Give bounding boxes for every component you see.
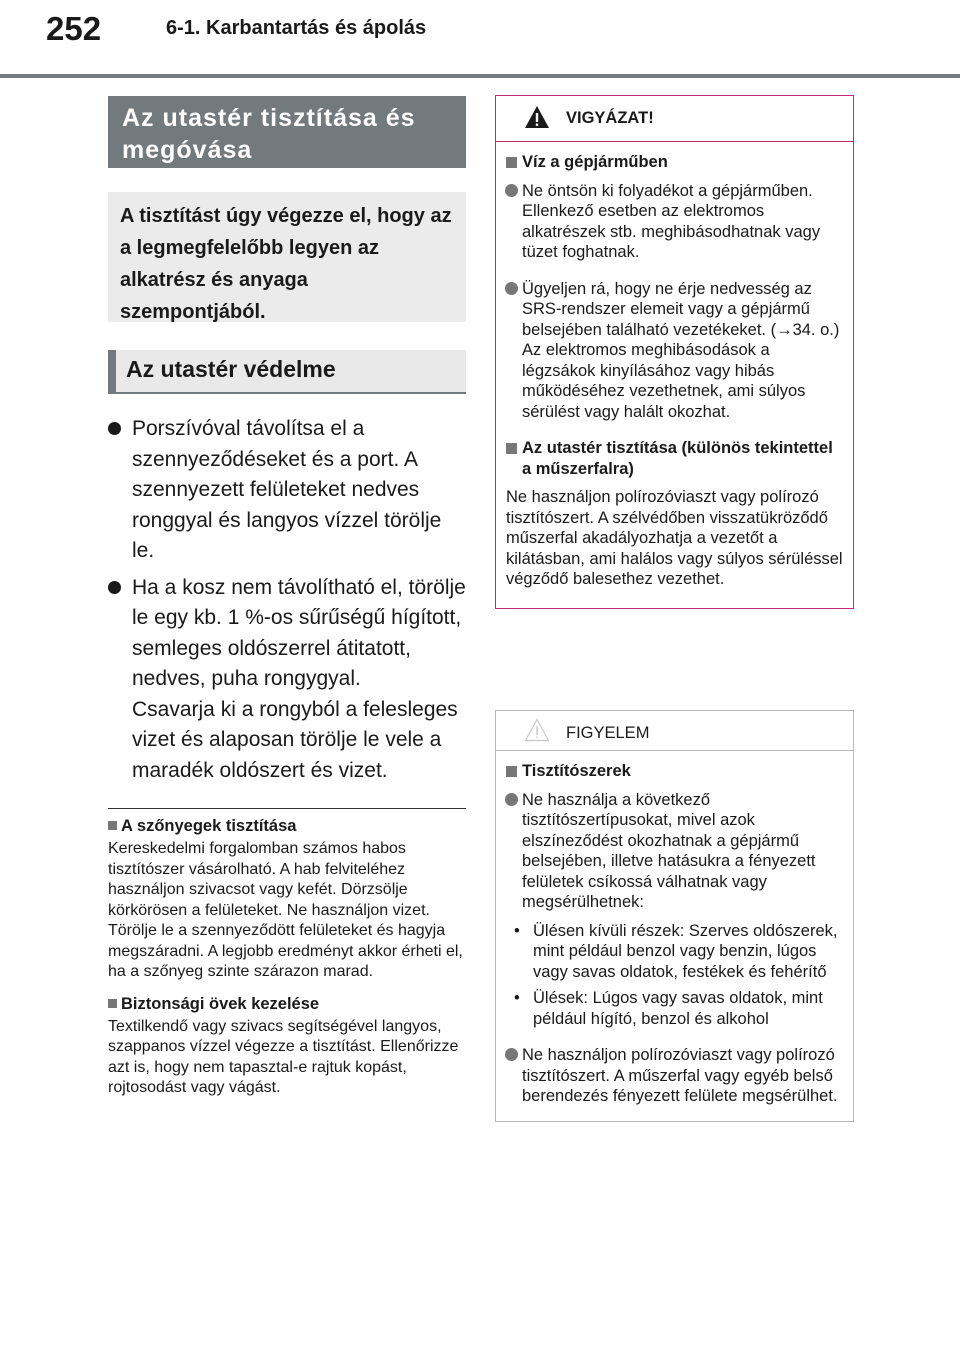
bullet-list (108, 414, 466, 786)
circle-bullet-icon (505, 793, 518, 806)
warning-text: Ne használjon polírozóviaszt vagy polírozó tisztítószert. A szélvédőben visszatükröződő műszerfal akadályozhatja a vezetőt a kilátásban, ami halálos vagy súlyos sérüléssel végződő balesethez vezethet. (506, 488, 843, 588)
bullet-dot-icon (108, 422, 121, 435)
warning-body (496, 142, 853, 608)
circle-bullet-icon (505, 184, 518, 197)
square-bullet-icon (108, 999, 117, 1008)
page-number: 252 (46, 10, 102, 47)
notice-item: Ne használjon polírozóviaszt vagy polírozó tisztítószert. A műszerfal vagy egyéb belső berendezés fényezett felülete megsérülhet. (506, 1045, 843, 1107)
bullet-dot-icon (108, 581, 121, 594)
dot-bullet-icon: • (514, 921, 520, 940)
warning-triangle-icon (524, 105, 550, 129)
notice-sublist (506, 921, 843, 1030)
section-text: Kereskedelmi forgalomban számos habos tisztítószer vásárolható. A hab felviteléhez használjon szivacsot vagy kefét. Dörzsölje körkörösen a felületeket. Ne használjon vizet. Törölje le a szennyeződött felületeket és hagyja megszáradni. A legjobb eredményt akkor érheti el, ha a szőnyeg szinte szárazon marad. (108, 840, 463, 980)
circle-bullet-icon (505, 282, 518, 295)
bullet-item (108, 414, 466, 567)
left-column (108, 96, 466, 1109)
notice-body (496, 751, 853, 1121)
warning-header (496, 96, 853, 142)
circle-bullet-icon (505, 1048, 518, 1061)
bullet-item (108, 573, 466, 787)
square-bullet-icon (506, 443, 517, 454)
warning-item: Ne öntsön ki folyadékot a gépjárműben. Ellenkező esetben az elektromos alkatrészek stb. meghibásodhatnak vagy tüzet foghatnak. (506, 181, 843, 263)
square-bullet-icon (108, 821, 117, 830)
sub-title: Az utastér védelme (108, 350, 466, 394)
section-heading: Biztonsági övek kezelése (108, 993, 466, 1015)
bullet-text: Ha a kosz nem távolítható el, törölje le egy kb. 1 %-os sűrűségű hígított, semleges oldószerrel átitatott, nedves, puha rongygyal. (132, 575, 466, 690)
notice-heading: Tisztítószerek (506, 761, 843, 782)
warning-box (495, 95, 854, 609)
warning-title: VIGYÁZAT! (566, 109, 654, 127)
square-bullet-icon (506, 157, 517, 168)
notice-header (496, 711, 853, 751)
section-title: 6-1. Karbantartás és ápolás (166, 17, 427, 39)
warning-heading: Az utastér tisztítása (különös tekintettel a műszerfalra) (506, 438, 843, 479)
notice-title: FIGYELEM (566, 724, 650, 742)
notice-item: Ne használja a következő tisztítószertípusokat, mivel azok elszíneződést okozhatnak a gépjármű belsejében, illetve hatásukra a fényezett felületek csíkossá válhatnak vagy megsérülhetnek: (506, 790, 843, 913)
intro-box: A tisztítást úgy végezze el, hogy az a legmegfelelőbb legyen az alkatrész és anyaga szempontjából. (108, 192, 466, 322)
notice-subitem: • Ülések: Lúgos vagy savas oldatok, mint például hígító, benzol és alkohol (514, 989, 823, 1028)
section-text: Textilkendő vagy szivacs segítségével langyos, szappanos vízzel végezze a tisztítást. Ellenőrizze azt is, hogy nem tapasztal-e rajtuk kopást, rojtosodást vagy vágást. (108, 1017, 459, 1096)
dot-bullet-icon: • (514, 989, 520, 1007)
main-title: Az utastér tisztítása és megóvása (108, 96, 466, 168)
notice-subitem: • Ülésen kívüli részek: Szerves oldószerek, mint például benzol vagy benzin, lúgos vagy savas oldatok, festékek és fehérítő (514, 921, 838, 981)
bullet-text: Porszívóval távolítsa el a szennyeződéseket és a port. A szennyezett felületeket nedves ronggyal és langyos vízzel törölje le. (132, 417, 442, 562)
page-header (0, 0, 960, 78)
bullet-text: Csavarja ki a rongyból a felesleges vizet és alaposan törölje le vele a maradék oldószert és vizet. (132, 697, 458, 782)
section-heading: A szőnyegek tisztítása (108, 815, 466, 837)
caution-triangle-icon (524, 718, 550, 742)
warning-item: Ügyeljen rá, hogy ne érje nedvesség az SRS-rendszer elemeit vagy a gépjármű belsejében található vezetékeket. (→34. o.) Az elektromos meghibásodások a légzsákok kinyílásához vagy hibás működéséhez vezethetnek, ami súlyos sérülést vagy halált okozhat. (506, 279, 843, 423)
notice-box (495, 710, 854, 1122)
header-rule (0, 74, 960, 78)
warning-heading: Víz a gépjárműben (506, 152, 843, 173)
square-bullet-icon (506, 766, 517, 777)
carpet-section (108, 808, 466, 1099)
